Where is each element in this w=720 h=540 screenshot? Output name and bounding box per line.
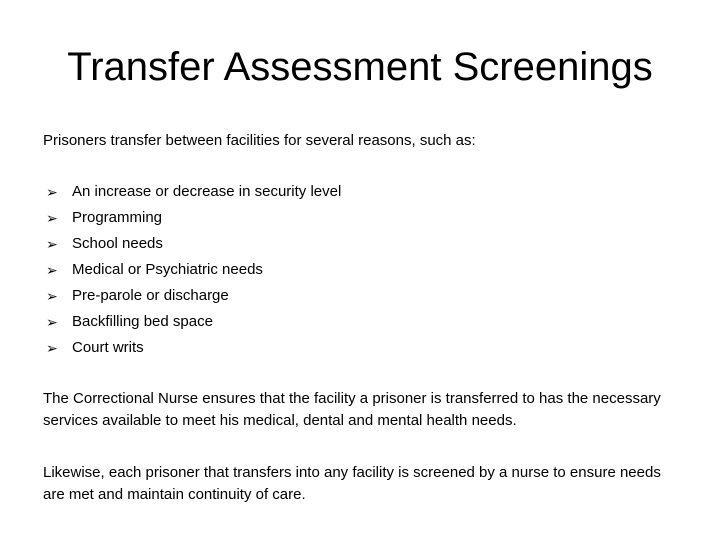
list-item-label: Backfilling bed space [72,313,213,330]
arrow-bullet-icon: ➢ [46,314,58,330]
list-item-label: Programming [72,209,163,226]
reasons-list [46,181,341,363]
list-item-label: Court writs [72,339,144,356]
list-item [46,233,341,259]
list-item [46,259,341,285]
nurse-services-paragraph: The Correctional Nurse ensures that the facility a prisoner is transferred to has the necessary services available to meet his medical, dental and mental health needs. [43,390,661,429]
arrow-bullet-icon: ➢ [46,262,58,278]
intro-text: Prisoners transfer between facilities for several reasons, such as: [43,132,476,149]
list-item-label: Medical or Psychiatric needs [72,261,263,278]
list-item [46,207,341,233]
list-item-label: Pre-parole or discharge [72,287,229,304]
arrow-bullet-icon: ➢ [46,184,58,200]
arrow-bullet-icon: ➢ [46,288,58,304]
list-item-label: School needs [72,235,163,252]
list-item [46,181,341,207]
arrow-bullet-icon: ➢ [46,236,58,252]
list-item [46,337,341,363]
screening-paragraph: Likewise, each prisoner that transfers into any facility is screened by a nurse to ensure needs are met and maintain continuity of care. [43,464,661,503]
slide-title: Transfer Assessment Screenings [67,45,653,89]
arrow-bullet-icon: ➢ [46,340,58,356]
list-item [46,285,341,311]
list-item [46,311,341,337]
list-item-label: An increase or decrease in security level [72,183,342,200]
arrow-bullet-icon: ➢ [46,210,58,226]
